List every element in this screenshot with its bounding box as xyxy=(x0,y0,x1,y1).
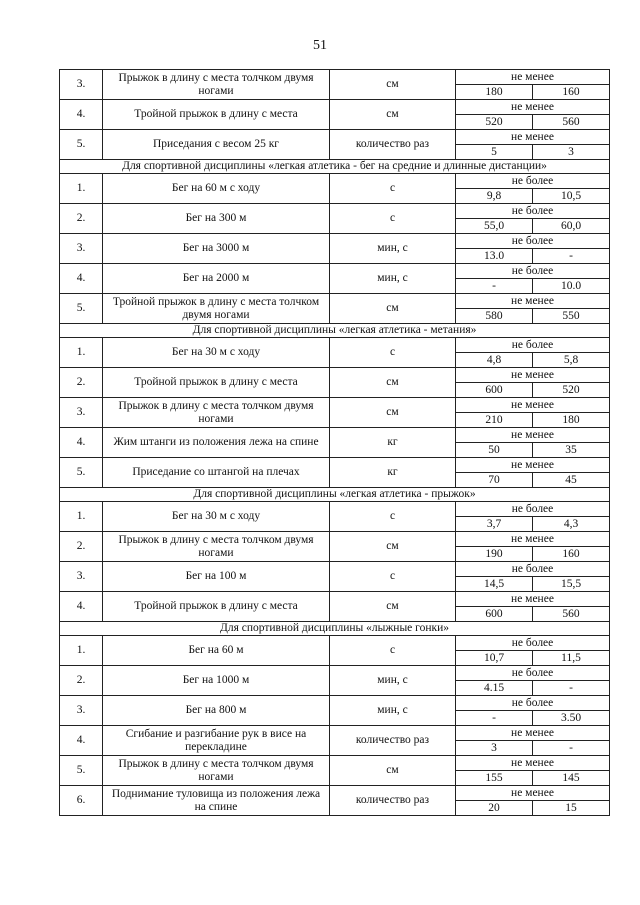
section-title: Для спортивной дисциплины «лыжные гонки» xyxy=(60,622,610,636)
value-pair xyxy=(456,771,609,785)
table-row xyxy=(60,130,610,160)
value-pair xyxy=(456,279,609,293)
row-number: 5. xyxy=(60,458,103,488)
value-pair xyxy=(456,711,609,725)
standard-values xyxy=(456,130,610,160)
value-first: 50 xyxy=(456,443,533,457)
unit-of-measure: количество раз xyxy=(330,786,456,816)
value-first: 520 xyxy=(456,115,533,129)
exercise-name: Жим штанги из положения лежа на спине xyxy=(103,428,330,458)
value-second: 560 xyxy=(562,115,580,128)
qualifier: не более xyxy=(456,174,609,189)
exercise-name: Бег на 60 м с ходу xyxy=(103,174,330,204)
value-second: 60,0 xyxy=(560,219,582,232)
row-number: 4. xyxy=(60,264,103,294)
value-second: - xyxy=(569,741,573,754)
value-pair xyxy=(456,189,609,203)
unit-of-measure: мин, с xyxy=(330,666,456,696)
value-pair xyxy=(456,801,609,815)
qualifier: не более xyxy=(456,204,609,219)
standard-values xyxy=(456,562,610,592)
qualifier: не менее xyxy=(456,756,609,771)
unit-of-measure: кг xyxy=(330,458,456,488)
value-first: - xyxy=(456,711,533,725)
qualifier: не менее xyxy=(456,294,609,309)
values-block xyxy=(456,70,609,99)
section-header-row xyxy=(60,488,610,502)
values-block xyxy=(456,234,609,263)
qualifier: не менее xyxy=(456,70,609,85)
standard-values xyxy=(456,502,610,532)
exercise-name: Бег на 30 м с ходу xyxy=(103,502,330,532)
qualifier: не менее xyxy=(456,726,609,741)
value-second: 3.50 xyxy=(560,711,582,724)
unit-of-measure: с xyxy=(330,338,456,368)
table-row xyxy=(60,726,610,756)
unit-of-measure: количество раз xyxy=(330,726,456,756)
values-block xyxy=(456,562,609,591)
values-block xyxy=(456,502,609,531)
value-pair xyxy=(456,145,609,159)
standard-values xyxy=(456,666,610,696)
values-block xyxy=(456,786,609,815)
values-block xyxy=(456,204,609,233)
unit-of-measure: мин, с xyxy=(330,696,456,726)
table-row xyxy=(60,786,610,816)
value-first: 3,7 xyxy=(456,517,533,531)
standard-values xyxy=(456,234,610,264)
value-second: 520 xyxy=(562,383,580,396)
row-number: 4. xyxy=(60,592,103,622)
row-number: 1. xyxy=(60,338,103,368)
row-number: 3. xyxy=(60,70,103,100)
standard-values xyxy=(456,756,610,786)
table-row xyxy=(60,666,610,696)
standard-values xyxy=(456,294,610,324)
value-first: 180 xyxy=(456,85,533,99)
value-first: 4,8 xyxy=(456,353,533,367)
exercise-name: Бег на 60 м xyxy=(103,636,330,666)
unit-of-measure: с xyxy=(330,562,456,592)
values-block xyxy=(456,756,609,785)
values-block xyxy=(456,636,609,665)
table-row xyxy=(60,398,610,428)
value-second: 10.0 xyxy=(560,279,582,292)
value-first: 13.0 xyxy=(456,249,533,263)
value-pair xyxy=(456,741,609,755)
value-first: 190 xyxy=(456,547,533,561)
exercise-name: Бег на 3000 м xyxy=(103,234,330,264)
unit-of-measure: см xyxy=(330,70,456,100)
value-second: 560 xyxy=(562,607,580,620)
value-pair xyxy=(456,651,609,665)
values-block xyxy=(456,338,609,367)
table-row xyxy=(60,234,610,264)
value-first: 70 xyxy=(456,473,533,487)
unit-of-measure: кг xyxy=(330,428,456,458)
value-second: 11,5 xyxy=(561,651,581,664)
qualifier: не более xyxy=(456,696,609,711)
row-number: 3. xyxy=(60,398,103,428)
value-pair xyxy=(456,353,609,367)
table-row xyxy=(60,502,610,532)
table-row xyxy=(60,264,610,294)
values-block xyxy=(456,428,609,457)
row-number: 3. xyxy=(60,562,103,592)
unit-of-measure: количество раз xyxy=(330,130,456,160)
exercise-name: Бег на 1000 м xyxy=(103,666,330,696)
value-first: - xyxy=(456,279,533,293)
qualifier: не менее xyxy=(456,100,609,115)
values-block xyxy=(456,398,609,427)
unit-of-measure: с xyxy=(330,204,456,234)
value-second: 10,5 xyxy=(560,189,582,202)
standards-table xyxy=(59,69,610,816)
table-body xyxy=(60,70,610,816)
qualifier: не менее xyxy=(456,458,609,473)
values-block xyxy=(456,592,609,621)
unit-of-measure: см xyxy=(330,294,456,324)
unit-of-measure: мин, с xyxy=(330,234,456,264)
unit-of-measure: мин, с xyxy=(330,264,456,294)
exercise-name: Прыжок в длину с места толчком двумя ногами xyxy=(103,398,330,428)
value-first: 600 xyxy=(456,607,533,621)
value-second: 160 xyxy=(562,547,580,560)
qualifier: не более xyxy=(456,338,609,353)
standard-values xyxy=(456,70,610,100)
values-block xyxy=(456,264,609,293)
value-pair xyxy=(456,309,609,323)
exercise-name: Прыжок в длину с места толчком двумя ногами xyxy=(103,532,330,562)
exercise-name: Бег на 800 м xyxy=(103,696,330,726)
value-second: - xyxy=(569,249,573,262)
exercise-name: Приседание со штангой на плечах xyxy=(103,458,330,488)
table-row xyxy=(60,756,610,786)
value-second: 15,5 xyxy=(560,577,582,590)
table-row xyxy=(60,70,610,100)
value-pair xyxy=(456,547,609,561)
value-pair xyxy=(456,473,609,487)
value-pair xyxy=(456,413,609,427)
table-row xyxy=(60,696,610,726)
value-second: 5,8 xyxy=(563,353,579,366)
value-first: 210 xyxy=(456,413,533,427)
unit-of-measure: см xyxy=(330,756,456,786)
value-pair xyxy=(456,85,609,99)
value-second: 180 xyxy=(562,413,580,426)
exercise-name: Бег на 30 м с ходу xyxy=(103,338,330,368)
row-number: 4. xyxy=(60,100,103,130)
standard-values xyxy=(456,100,610,130)
value-pair xyxy=(456,219,609,233)
row-number: 6. xyxy=(60,786,103,816)
value-pair xyxy=(456,383,609,397)
table-row xyxy=(60,592,610,622)
qualifier: не менее xyxy=(456,428,609,443)
unit-of-measure: см xyxy=(330,100,456,130)
table-row xyxy=(60,100,610,130)
section-title: Для спортивной дисциплины «легкая атлетика - бег на средние и длинные дистанции» xyxy=(60,160,610,174)
table-row xyxy=(60,204,610,234)
value-pair xyxy=(456,443,609,457)
section-header-row xyxy=(60,160,610,174)
qualifier: не менее xyxy=(456,786,609,801)
value-second: - xyxy=(569,681,573,694)
row-number: 1. xyxy=(60,174,103,204)
exercise-name: Бег на 100 м xyxy=(103,562,330,592)
values-block xyxy=(456,532,609,561)
table-row xyxy=(60,368,610,398)
exercise-name: Тройной прыжок в длину с места xyxy=(103,592,330,622)
standard-values xyxy=(456,264,610,294)
row-number: 1. xyxy=(60,636,103,666)
value-pair xyxy=(456,607,609,621)
value-pair xyxy=(456,249,609,263)
qualifier: не менее xyxy=(456,398,609,413)
standard-values xyxy=(456,458,610,488)
exercise-name: Прыжок в длину с места толчком двумя ногами xyxy=(103,70,330,100)
exercise-name: Сгибание и разгибание рук в висе на перекладине xyxy=(103,726,330,756)
value-first: 4.15 xyxy=(456,681,533,695)
qualifier: не более xyxy=(456,562,609,577)
exercise-name: Тройной прыжок в длину с места xyxy=(103,368,330,398)
value-first: 5 xyxy=(456,145,533,159)
unit-of-measure: см xyxy=(330,398,456,428)
qualifier: не более xyxy=(456,502,609,517)
qualifier: не менее xyxy=(456,532,609,547)
standard-values xyxy=(456,532,610,562)
values-block xyxy=(456,174,609,203)
exercise-name: Приседания с весом 25 кг xyxy=(103,130,330,160)
values-block xyxy=(456,368,609,397)
value-first: 3 xyxy=(456,741,533,755)
section-title: Для спортивной дисциплины «легкая атлетика - прыжок» xyxy=(60,488,610,502)
value-second: 35 xyxy=(565,443,577,456)
value-second: 4,3 xyxy=(563,517,579,530)
row-number: 1. xyxy=(60,502,103,532)
exercise-name: Поднимание туловища из положения лежа на спине xyxy=(103,786,330,816)
unit-of-measure: см xyxy=(330,368,456,398)
value-first: 600 xyxy=(456,383,533,397)
table-row xyxy=(60,562,610,592)
qualifier: не менее xyxy=(456,368,609,383)
values-block xyxy=(456,696,609,725)
values-block xyxy=(456,666,609,695)
value-pair xyxy=(456,681,609,695)
page-number: 51 xyxy=(313,38,327,53)
standard-values xyxy=(456,726,610,756)
value-second: 550 xyxy=(562,309,580,322)
row-number: 4. xyxy=(60,428,103,458)
row-number: 3. xyxy=(60,234,103,264)
table-row xyxy=(60,294,610,324)
value-first: 580 xyxy=(456,309,533,323)
exercise-name: Тройной прыжок в длину с места толчком двумя ногами xyxy=(103,294,330,324)
row-number: 5. xyxy=(60,130,103,160)
value-pair xyxy=(456,115,609,129)
section-header-row xyxy=(60,622,610,636)
unit-of-measure: см xyxy=(330,532,456,562)
qualifier: не более xyxy=(456,234,609,249)
row-number: 5. xyxy=(60,294,103,324)
standard-values xyxy=(456,338,610,368)
standard-values xyxy=(456,696,610,726)
row-number: 2. xyxy=(60,666,103,696)
value-first: 155 xyxy=(456,771,533,785)
unit-of-measure: с xyxy=(330,502,456,532)
standard-values xyxy=(456,428,610,458)
value-pair xyxy=(456,517,609,531)
unit-of-measure: см xyxy=(330,592,456,622)
values-block xyxy=(456,100,609,129)
qualifier: не более xyxy=(456,666,609,681)
unit-of-measure: с xyxy=(330,174,456,204)
value-first: 20 xyxy=(456,801,533,815)
row-number: 2. xyxy=(60,204,103,234)
value-second: 3 xyxy=(568,145,574,158)
value-second: 145 xyxy=(562,771,580,784)
section-header-row xyxy=(60,324,610,338)
exercise-name: Тройной прыжок в длину с места xyxy=(103,100,330,130)
qualifier: не более xyxy=(456,264,609,279)
table-row xyxy=(60,458,610,488)
table-row xyxy=(60,428,610,458)
value-second: 160 xyxy=(562,85,580,98)
exercise-name: Прыжок в длину с места толчком двумя ногами xyxy=(103,756,330,786)
standard-values xyxy=(456,398,610,428)
exercise-name: Бег на 300 м xyxy=(103,204,330,234)
value-pair xyxy=(456,577,609,591)
exercise-name: Бег на 2000 м xyxy=(103,264,330,294)
standard-values xyxy=(456,636,610,666)
value-second: 45 xyxy=(565,473,577,486)
table-row xyxy=(60,338,610,368)
values-block xyxy=(456,294,609,323)
row-number: 4. xyxy=(60,726,103,756)
qualifier: не более xyxy=(456,636,609,651)
section-title: Для спортивной дисциплины «легкая атлетика - метания» xyxy=(60,324,610,338)
value-second: 15 xyxy=(565,801,577,814)
values-block xyxy=(456,726,609,755)
value-first: 55,0 xyxy=(456,219,533,233)
standard-values xyxy=(456,368,610,398)
value-first: 9,8 xyxy=(456,189,533,203)
qualifier: не менее xyxy=(456,130,609,145)
table-row xyxy=(60,174,610,204)
row-number: 2. xyxy=(60,368,103,398)
qualifier: не менее xyxy=(456,592,609,607)
unit-of-measure: с xyxy=(330,636,456,666)
values-block xyxy=(456,130,609,159)
standard-values xyxy=(456,204,610,234)
standard-values xyxy=(456,174,610,204)
value-first: 14,5 xyxy=(456,577,533,591)
table-row xyxy=(60,636,610,666)
table-row xyxy=(60,532,610,562)
standard-values xyxy=(456,592,610,622)
value-first: 10,7 xyxy=(456,651,533,665)
standard-values xyxy=(456,786,610,816)
row-number: 5. xyxy=(60,756,103,786)
values-block xyxy=(456,458,609,487)
row-number: 3. xyxy=(60,696,103,726)
row-number: 2. xyxy=(60,532,103,562)
